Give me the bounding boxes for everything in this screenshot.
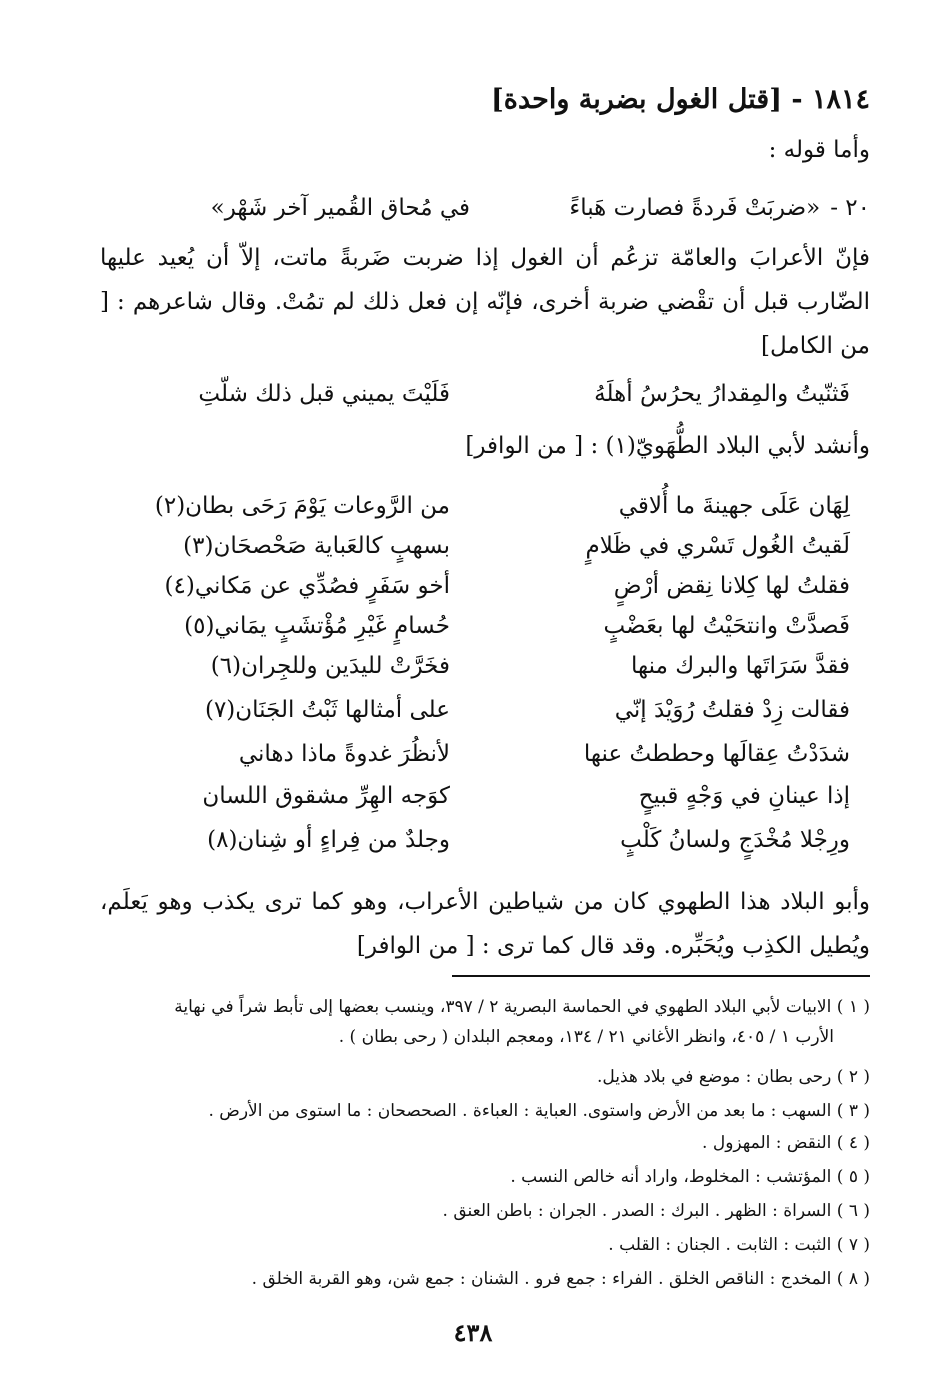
poem-second-hemistich: أخو سَفَرٍ فصُدِّي عن مَكاني(٤) — [164, 573, 450, 599]
footnote — [100, 1128, 870, 1158]
footnote-number: ( ٨ ) — [836, 1269, 870, 1289]
poem-second-hemistich: بسهبٍ كالعَباية صَحْصحَان(٣) — [183, 533, 450, 559]
verse-20 — [100, 186, 870, 230]
footnote — [100, 1196, 870, 1226]
poem-first-hemistich: فَصدَّتْ وانتحَيْتُ لها بعَضْبٍ — [603, 613, 850, 639]
footnote-text: النقض : المهزول . — [702, 1133, 832, 1153]
footnote-number: ( ٤ ) — [836, 1133, 870, 1153]
poem-first-hemistich: لَقيتُ الغُول تَسْري في ظَلامٍ — [585, 533, 850, 559]
footnote-number: ( ٦ ) — [836, 1201, 870, 1221]
poem-couplet — [100, 690, 870, 730]
poem-second-hemistich: على أمثالها ثَبْتُ الجَنَان(٧) — [204, 697, 450, 723]
poem-first-hemistich: إذا عينانِ في وَجْهٍ قبيحٍ — [638, 783, 850, 809]
footnote — [100, 1162, 870, 1192]
footnote-number: ( ١ ) — [836, 997, 870, 1017]
footnote-number: ( ٧ ) — [836, 1235, 870, 1255]
footnote — [100, 1062, 870, 1092]
verse-number: ٢٠ - — [830, 195, 870, 221]
footnote-text: الابيات لأبي البلاد الطهوي في الحماسة البصرية ٢ / ٣٩٧، وينسب بعضها إلى تأبط شراً في نهاية — [174, 997, 832, 1017]
poem-first-hemistich: ورِجْلا مُخْدَجٍ ولسانُ كَلْبٍ — [620, 827, 850, 853]
poem-first-hemistich: فقدَّ سَرَاتَها والبرك منها — [631, 653, 850, 679]
paragraph-3: وأبو البلاد هذا الطهوي كان من شياطين الأعراب، وهو كما ترى يكذب وهو يَعلَم، ويُطيل الكذِب ويُحَبِّره. وقد قال كما ترى : [ من الوافر] — [100, 889, 870, 959]
poem-couplet — [100, 820, 870, 860]
poem-couplet — [100, 734, 870, 774]
footnote-text: المخدج : الناقص الخلق . الفراء : جمع فرو . الشنان : جمع شن، وهو القربة الخلق . — [251, 1269, 832, 1289]
poem-first-hemistich: فقالت زِدْ فقلتُ رُوَيْدَ إنّي — [614, 697, 850, 723]
poem-couplet — [100, 606, 870, 646]
poem-first-hemistich: لِهَان عَلَى جهينةَ ما أُلاقي — [618, 493, 850, 519]
poem-first-hemistich: شدَدْتُ عِقالَها وحططتُ عنها — [583, 741, 850, 767]
poem-second-hemistich: حُسامٍ غَيْرِ مُؤْتشَبٍ يمَاني(٥) — [184, 613, 450, 639]
footnote-text-continued: الأرب ١ / ٤٠٥، وانظر الأغاني ٢١ / ١٣٤، ومعجم البلدان ( رحى بطان ) . — [338, 1027, 834, 1047]
footnote-number: ( ٣ ) — [836, 1101, 870, 1121]
poem-second-hemistich: لأنظُرَ غدوةً ماذا دهاني — [238, 741, 450, 767]
verse-20-second-hemistich: في مُحاق القُمير آخر شَهْر» — [210, 195, 470, 221]
footnote-number: ( ٥ ) — [836, 1167, 870, 1187]
poem-second-hemistich: من الرَّوعات يَوْمَ رَحَى بطان(٢) — [154, 493, 450, 519]
footnote — [100, 992, 870, 1052]
footnote-divider — [452, 975, 870, 977]
kamil-verse-first-hemistich: فَثنّيتُ والمِقدارُ يحرُسُ أهلَهُ — [594, 381, 850, 407]
footnote-text: السراة : الظهر . البرك : الصدر . الجران : باطن العنق . — [442, 1201, 832, 1221]
section-heading: ١٨١٤ - [قتل الغول بضربة واحدة] — [491, 84, 870, 115]
poem-second-hemistich: فخَرَّتْ لليدَين وللجِران(٦) — [210, 653, 450, 679]
poem-couplet — [100, 526, 870, 566]
kamil-verse-second-hemistich: فَلَيْتَ يميني قبل ذلك شلّتِ — [198, 381, 450, 407]
poem-couplet — [100, 486, 870, 526]
footnote-number: ( ٢ ) — [836, 1067, 870, 1087]
verse-20-h1-text: «ضربَتْ فَردةً فصارت هَباءً — [569, 195, 821, 221]
paragraph-1: فإنّ الأعرابَ والعامّة تزعُم أن الغول إذا ضربت ضَربةً ماتت، إلاّ أن يُعيد عليها الضّارب قبل أن تقْضي ضربة أخرى، فإنّه إن فعل ذلك لم تمُتْ. وقال شاعرهم : [ من الكامل] — [100, 245, 870, 359]
poem-second-hemistich: وجلدٌ من فِراءٍ أو شِنان(٨) — [207, 827, 450, 853]
footnote-text: المؤتشب : المخلوط، واراد أنه خالص النسب . — [510, 1167, 832, 1187]
verse-20-first-hemistich — [540, 186, 870, 230]
footnote — [100, 1264, 870, 1294]
intro-line: وأما قوله : — [768, 137, 870, 163]
footnote — [100, 1096, 870, 1126]
page-number: ٤٣٨ — [453, 1318, 493, 1347]
footnote-text: رحى بطان : موضع في بلاد هذيل. — [596, 1067, 832, 1087]
kamil-verse — [100, 372, 870, 416]
footnote-text: الثبت : الثابت . الجنان : القلب . — [608, 1235, 832, 1255]
footnote-text: السهب : ما بعد من الأرض واستوى. العباية : العباءة . الصحصحان : ما استوى من الأرض . — [208, 1101, 832, 1121]
poem-couplet — [100, 566, 870, 606]
poem-first-hemistich: فقلتُ لها كِلانا نِقض أرْضٍ — [613, 573, 850, 599]
poem-couplet — [100, 776, 870, 816]
poem-couplet — [100, 646, 870, 686]
footnote — [100, 1230, 870, 1260]
paragraph-2: وأنشد لأبي البلاد الطُّهَويّ(١) : [ من الوافر] — [465, 433, 870, 459]
poem-second-hemistich: كوَجه الهِرِّ مشقوق اللسان — [202, 783, 450, 809]
